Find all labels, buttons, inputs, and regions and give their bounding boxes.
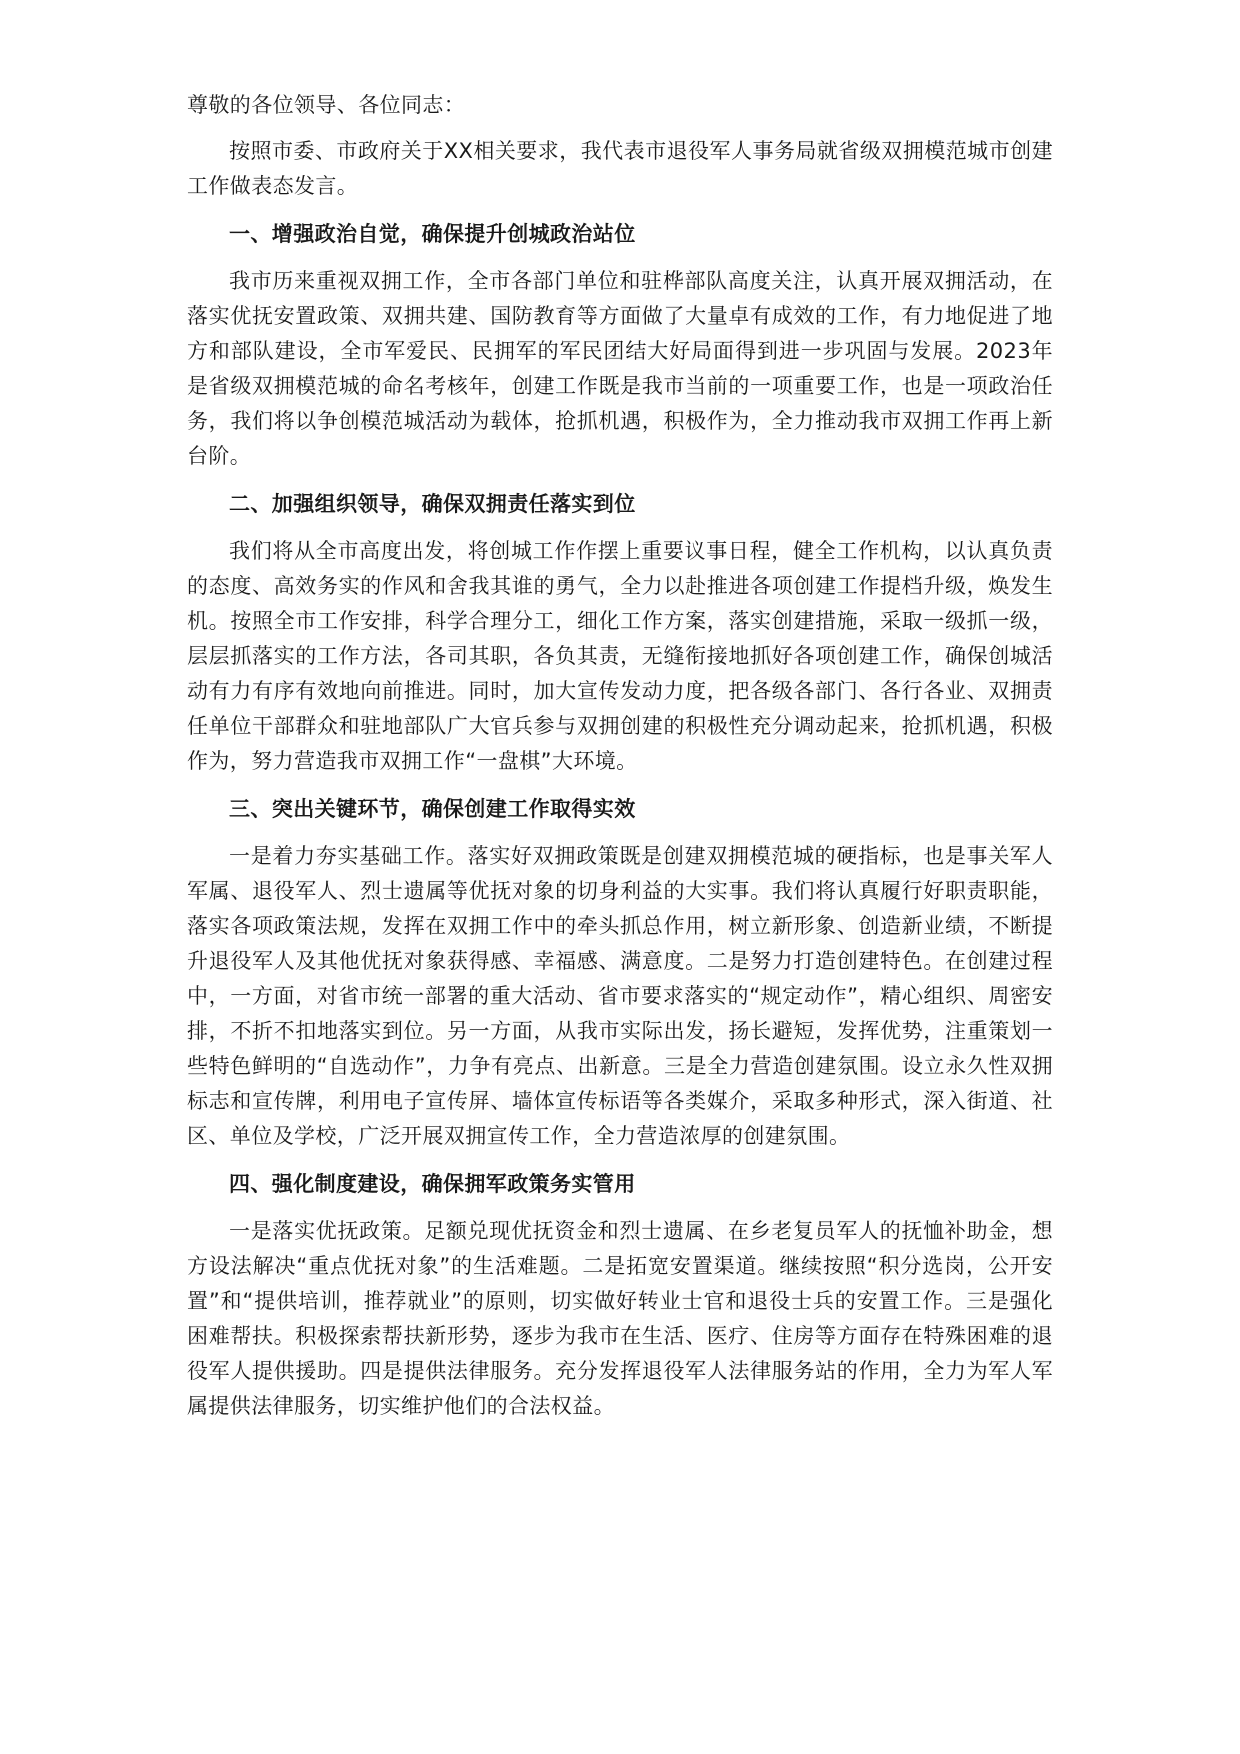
section-4-heading: 四、强化制度建设，确保拥军政策务实管用: [229, 1172, 636, 1196]
section-3-heading: 三、突出关键环节，确保创建工作取得实效: [229, 797, 636, 821]
intro-paragraph: 按照市委、市政府关于XX相关要求，我代表市退役军人事务局就省级双拥模范城市创建工作做表态发言。: [187, 139, 1053, 198]
salutation: 尊敬的各位领导、各位同志：: [187, 93, 466, 117]
section-4-body: 一是落实优抚政策。足额兑现优抚资金和烈士遗属、在乡老复员军人的抚恤补助金，想方设法解决“重点优抚对象”的生活难题。二是拓宽安置渠道。继续按照“积分选岗，公开安置”和“提供培训，推荐就业”的原则，切实做好转业士官和退役士兵的安置工作。三是强化困难帮扶。积极探索帮扶新形势，逐步为我市在生活、医疗、住房等方面存在特殊困难的退役军人提供援助。四是提供法律服务。充分发挥退役军人法律服务站的作用，全力为军人军属提供法律服务，切实维护他们的合法权益。: [187, 1219, 1053, 1418]
section-1-heading: 一、增强政治自觉，确保提升创城政治站位: [229, 222, 636, 246]
section-3-body: 一是着力夯实基础工作。落实好双拥政策既是创建双拥模范城的硬指标，也是事关军人军属、退役军人、烈士遗属等优抚对象的切身利益的大实事。我们将认真履行好职责职能，落实各项政策法规，发挥在双拥工作中的牵头抓总作用，树立新形象、创造新业绩，不断提升退役军人及其他优抚对象获得感、幸福感、满意度。二是努力打造创建特色。在创建过程中，一方面，对省市统一部署的重大活动、省市要求落实的“规定动作”，精心组织、周密安排，不折不扣地落实到位。另一方面，从我市实际出发，扬长避短，发挥优势，注重策划一些特色鲜明的“自选动作”，力争有亮点、出新意。三是全力营造创建氛围。设立永久性双拥标志和宣传牌，利用电子宣传屏、墙体宣传标语等各类媒介，采取多种形式，深入街道、社区、单位及学校，广泛开展双拥宣传工作，全力营造浓厚的创建氛围。: [187, 844, 1053, 1148]
section-2-heading: 二、加强组织领导，确保双拥责任落实到位: [229, 492, 636, 516]
section-1-body: 我市历来重视双拥工作，全市各部门单位和驻桦部队高度关注，认真开展双拥活动，在落实优抚安置政策、双拥共建、国防教育等方面做了大量卓有成效的工作，有力地促进了地方和部队建设，全市军爱民、民拥军的军民团结大好局面得到进一步巩固与发展。2023年是省级双拥模范城的命名考核年，创建工作既是我市当前的一项重要工作，也是一项政治任务，我们将以争创模范城活动为载体，抢抓机遇，积极作为，全力推动我市双拥工作再上新台阶。: [187, 269, 1053, 468]
document-page: [187, 86, 1053, 1436]
section-2-body: 我们将从全市高度出发，将创城工作作摆上重要议事日程，健全工作机构，以认真负责的态度、高效务实的作风和舍我其谁的勇气，全力以赴推进各项创建工作提档升级，焕发生机。按照全市工作安排，科学合理分工，细化工作方案，落实创建措施，采取一级抓一级，层层抓落实的工作方法，各司其职，各负其责，无缝衔接地抓好各项创建工作，确保创城活动有力有序有效地向前推进。同时，加大宣传发动力度，把各级各部门、各行各业、双拥责任单位干部群众和驻地部队广大官兵参与双拥创建的积极性充分调动起来，抢抓机遇，积极作为，努力营造我市双拥工作“一盘棋”大环境。: [187, 539, 1053, 773]
